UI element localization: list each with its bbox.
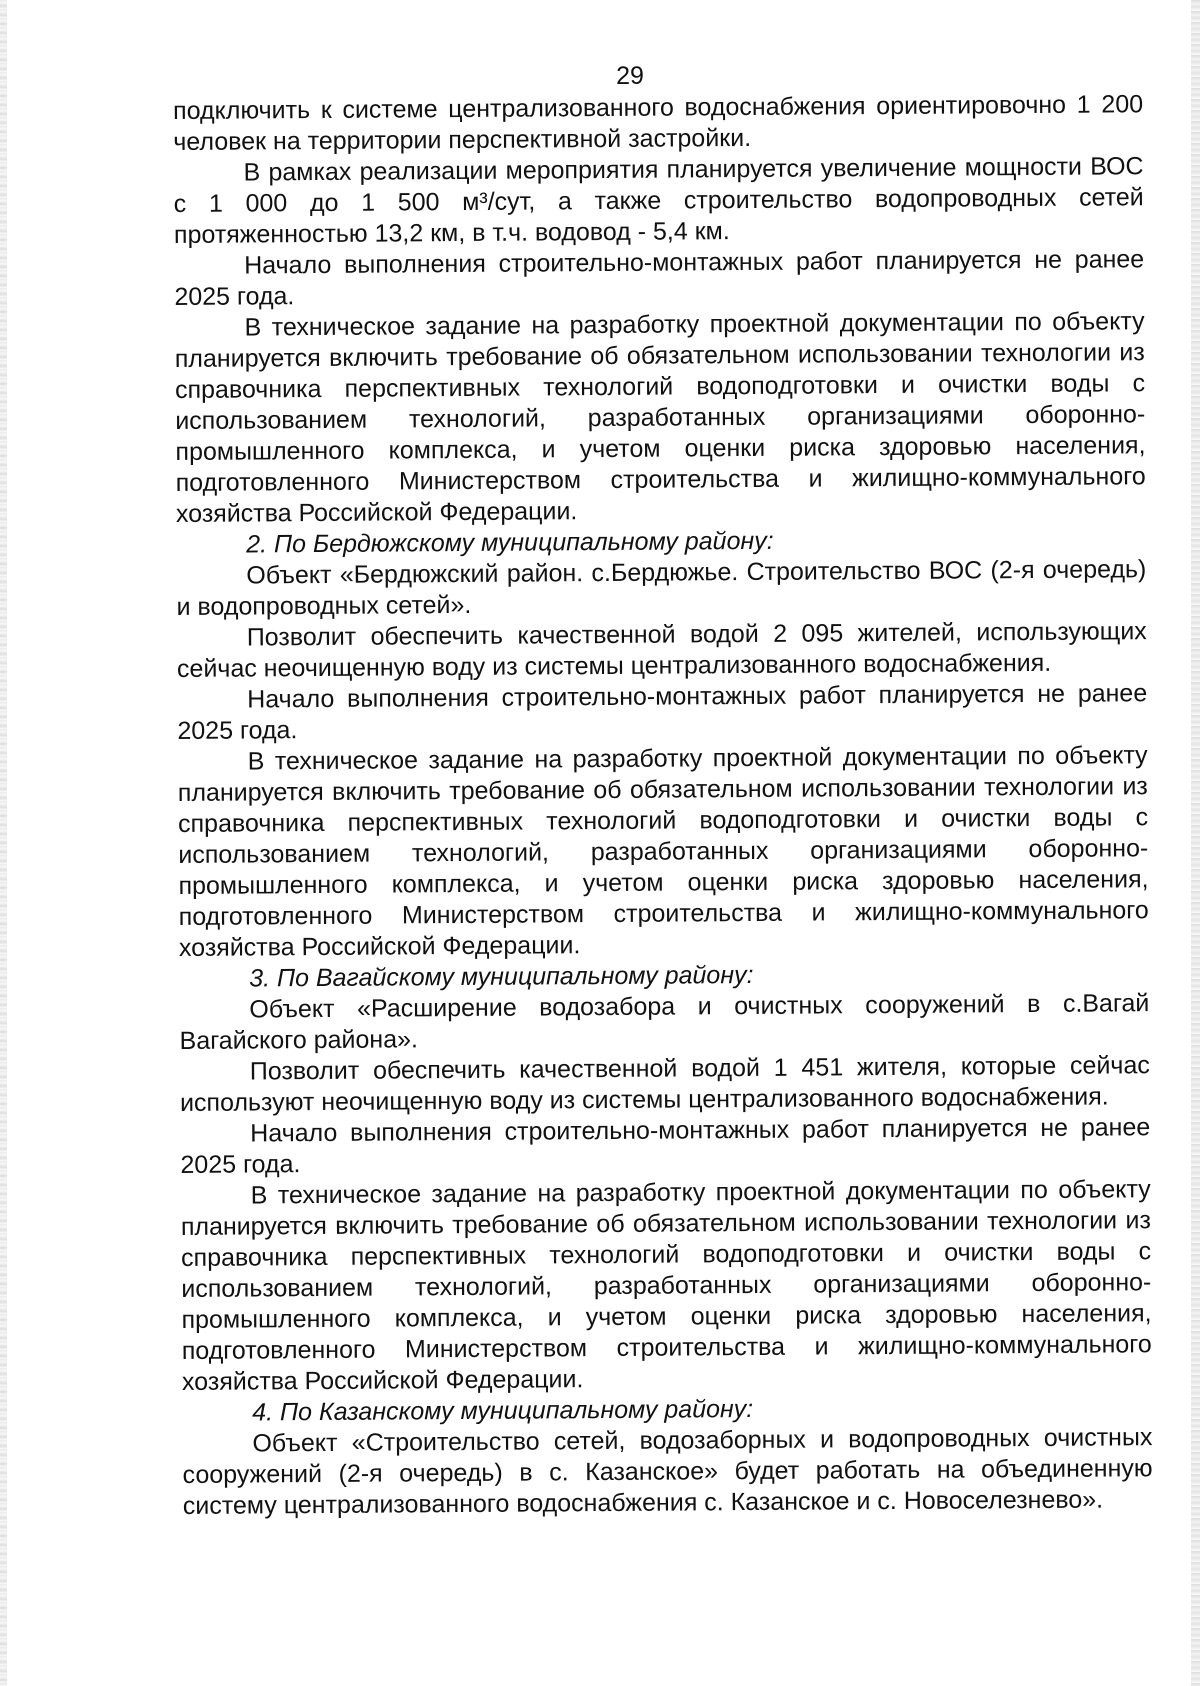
paragraph: В техническое задание на разработку проектной документации по объекту планируется включить требование об обязательном использовании технологии из справочника перспективных технологий водоподготовки и очистки воды с использованием технологий, разработанных организациями оборонно-промышленного комплекса, и учетом оценки риска здоровью населения, подготовленного Министерством строительства и жилищно-коммунального хозяйства Российской Федерации. (174, 307, 1146, 528)
section-heading-vagaysky: 3. По Вагайскому муниципальному району: (249, 960, 754, 993)
paragraph: Начало выполнения строительно-монтажных работ планируется не ранее 2025 года. (180, 1113, 1151, 1179)
paragraph: Начало выполнения строительно-монтажных работ планируется не ранее 2025 года. (174, 245, 1145, 311)
paragraph: В рамках реализации мероприятия планируется увеличение мощности ВОС с 1 000 до 1 500 м³/сут, а также строительство водопроводных сетей протяженностью 13,2 км, в т.ч. водовод - 5,4 км. (173, 152, 1144, 249)
paragraph-continuation: подключить к системе централизованного водоснабжения ориентировочно 1 200 человек на территории перспективной застройки. (173, 90, 1144, 156)
document-body (173, 89, 1153, 1522)
paragraph: Позволит обеспечить качественной водой 2 095 жителей, использующих сейчас неочищенную воду из системы централизованного водоснабжения. (176, 617, 1147, 683)
paragraph: Позволит обеспечить качественной водой 1 451 жителя, которые сейчас используют неочищенную воду из системы централизованного водоснабжения. (179, 1051, 1150, 1117)
page-number: 29 (616, 62, 644, 90)
scan-edge-right (1191, 0, 1200, 1686)
paragraph: Начало выполнения строительно-монтажных работ планируется не ранее 2025 года. (177, 679, 1148, 745)
scan-edge-left (0, 0, 7, 1686)
paragraph: В техническое задание на разработку проектной документации по объекту планируется включить требование об обязательном использовании технологии из справочника перспективных технологий водоподготовки и очистки воды с использованием технологий, разработанных организациями оборонно-промышленного комплекса, и учетом оценки риска здоровью населения, подготовленного Министерством строительства и жилищно-коммунального хозяйства Российской Федерации. (180, 1175, 1152, 1396)
paragraph: Объект «Расширение водозабора и очистных сооружений в с.Вагай Вагайского района». (179, 989, 1150, 1055)
paragraph: В техническое задание на разработку проектной документации по объекту планируется включить требование об обязательном использовании технологии из справочника перспективных технологий водоподготовки и очистки воды с использованием технологий, разработанных организациями оборонно-промышленного комплекса, и учетом оценки риска здоровью населения, подготовленного Министерством строительства и жилищно-коммунального хозяйства Российской Федерации. (177, 741, 1149, 962)
section-heading-kazansky: 4. По Казанскому муниципальному району: (252, 1394, 754, 1427)
paragraph: Объект «Бердюжский район. с.Бердюжье. Строительство ВОС (2-я очередь) и водопроводных сетей». (176, 555, 1147, 621)
paragraph: Объект «Строительство сетей, водозаборных и водопроводных очистных сооружений (2-я очередь) в с. Казанское» будет работать на объединенную систему централизованного водоснабжения с. Казанское и с. Новоселезнево». (182, 1423, 1153, 1520)
section-heading-berdyuzhsky: 2. По Бердюжскому муниципальному району: (246, 526, 774, 559)
